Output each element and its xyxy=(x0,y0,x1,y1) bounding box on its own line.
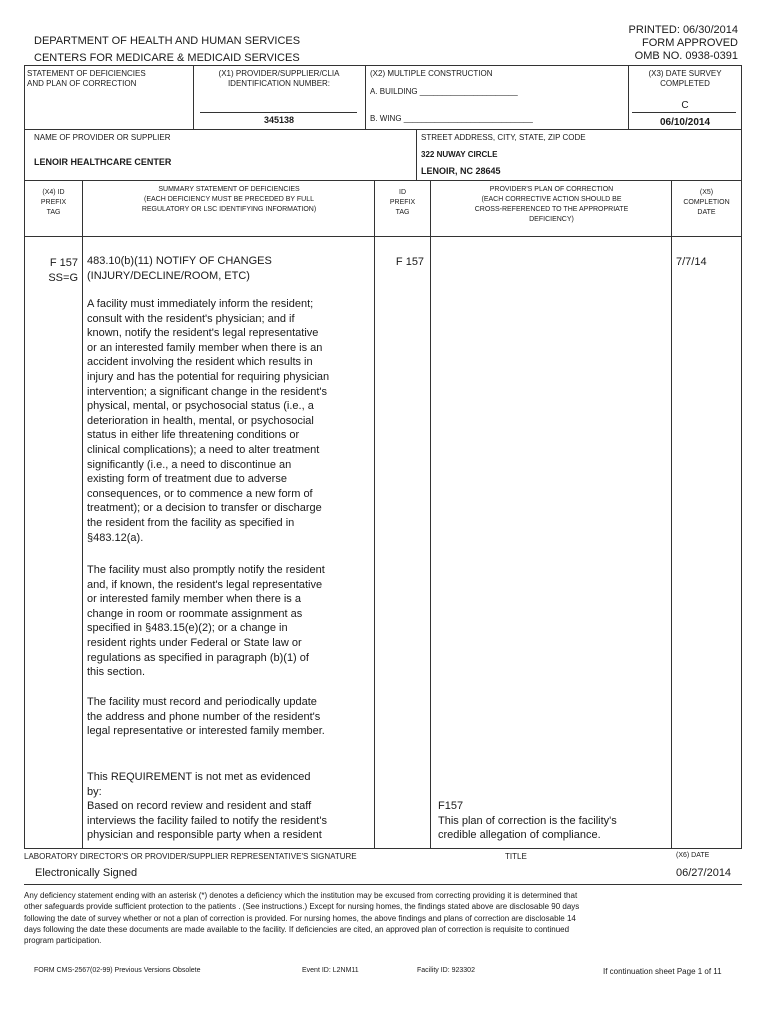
disclaimer: Any deficiency statement ending with an asterisk (*) denotes a deficiency which the institution may be excused from correcting providing it is determined that other safeguards provide sufficient protection to the patients . (See instructions.) Except for nursing homes, the findings stated above are disclosable 90 days following the date of survey whether or not a plan of correction is provided. For nursing homes, the above findings and plans of correction are disclosable 14 days following the date these documents are made available to the facility. If deficiencies are cited, an approved plan of correction is requisite to continued program participation. xyxy=(24,891,580,946)
deficiency-tag xyxy=(26,256,78,286)
title-label: TITLE xyxy=(505,852,527,861)
paragraph-1: A facility must immediately inform the resident; consult with the resident's physician; and if known, notify the resident's legal representative or an interested family member when there is an accident involving the resident which results in injury and has the potential for requiring physician intervention; a significant change in the resident's physical, mental, or psychosocial status (i.e., a deterioration in health, mental, or psychosocial status in either life threatening conditions or clinical complications); a need to alter treatment significantly (i.e., a need to discontinue an existing form of treatment due to adverse consequences, or to commence a new form of treatment); or a decision to transfer or discharge the resident from the facility as specified in §483.12(a). xyxy=(87,298,330,544)
signature-label: LABORATORY DIRECTOR'S OR PROVIDER/SUPPLIER REPRESENTATIVE'S SIGNATURE xyxy=(24,852,357,861)
street-address: 322 NUWAY CIRCLE xyxy=(421,150,498,159)
statement-label: STATEMENT OF DEFICIENCIES AND PLAN OF CORRECTION xyxy=(27,69,146,88)
form-approved: FORM APPROVED xyxy=(642,37,738,49)
paragraph-2: The facility must also promptly notify the resident and, if known, the resident's legal representative or interested family member when there is a change in room or roommate assignment as specified in §483.15(e)(2); or a change in resident rights under Federal or State law or regulations as specified in paragraph (b)(1) of this section. xyxy=(87,564,325,679)
provider-name: LENOIR HEALTHCARE CENTER xyxy=(34,157,172,167)
x2-label: (X2) MULTIPLE CONSTRUCTION xyxy=(370,69,493,78)
x1-label: (X1) PROVIDER/SUPPLIER/CLIA IDENTIFICATION NUMBER: xyxy=(218,69,340,88)
centers-name: CENTERS FOR MEDICARE & MEDICAID SERVICES xyxy=(34,52,300,64)
facility-id: Facility ID: 923302 xyxy=(417,967,475,974)
provider-id: 345138 xyxy=(263,115,295,125)
summary-header: SUMMARY STATEMENT OF DEFICIENCIES (EACH DEFICIENCY MUST BE PRECEDED BY FULL REGULATORY OR LSC IDENTIFYING INFORMATION) xyxy=(141,186,317,213)
x6-date-label: (X6) DATE xyxy=(676,852,710,859)
paragraph-3: The facility must record and periodically update the address and phone number of the resident's legal representative or interested family member. xyxy=(87,696,325,738)
building-label: A. BUILDING ______________________ xyxy=(370,87,518,96)
wing-label: B. WING _____________________________ xyxy=(370,114,533,123)
completion-date: 7/7/14 xyxy=(676,256,707,268)
form-header-right xyxy=(629,24,738,63)
regulation-title: 483.10(b)(11) NOTIFY OF CHANGES (INJURY/DECLINE/ROOM, ETC) xyxy=(87,255,272,282)
event-id: Event ID: L2NM11 xyxy=(302,967,359,974)
tag-label: F 157 xyxy=(49,257,78,269)
printed-date: PRINTED: 06/30/2014 xyxy=(628,24,738,36)
survey-type: C xyxy=(681,100,689,111)
plan-header: PROVIDER'S PLAN OF CORRECTION (EACH CORRECTIVE ACTION SHOULD BE CROSS-REFERENCED TO THE APPROPRIATE DEFICIENCY) xyxy=(474,186,629,223)
paragraph-4: This REQUIREMENT is not met as evidenced by: Based on record review and resident and staff interviews the facility failed to notify the resident's physician and responsible party when a resident xyxy=(87,771,327,842)
id-prefix-tag: F 157 xyxy=(395,256,425,268)
address-label: STREET ADDRESS, CITY, STATE, ZIP CODE xyxy=(421,133,586,142)
x3-label: (X3) DATE SURVEY COMPLETED xyxy=(648,69,722,88)
signature-value: Electronically Signed xyxy=(35,867,138,879)
omb-number: OMB NO. 0938-0391 xyxy=(634,50,738,62)
id-prefix-header: ID PREFIX TAG xyxy=(389,189,416,216)
scope-severity: SS=G xyxy=(48,272,78,284)
department-name: DEPARTMENT OF HEALTH AND HUMAN SERVICES xyxy=(34,35,301,47)
city-state-zip: LENOIR, NC 28645 xyxy=(421,166,501,176)
provider-name-label: NAME OF PROVIDER OR SUPPLIER xyxy=(34,133,171,142)
form-header-left xyxy=(34,33,300,67)
page-indicator: If continuation sheet Page 1 of 11 xyxy=(603,967,722,976)
form-number: FORM CMS-2567(02-99) Previous Versions Obsolete xyxy=(34,967,201,974)
survey-date: 06/10/2014 xyxy=(659,117,711,128)
x4-header: (X4) ID PREFIX TAG xyxy=(40,189,67,216)
plan-of-correction: F157 This plan of correction is the facility's credible allegation of compliance. xyxy=(438,800,617,842)
signature-date: 06/27/2014 xyxy=(676,867,732,879)
x5-header: (X5) COMPLETION DATE xyxy=(683,189,730,216)
